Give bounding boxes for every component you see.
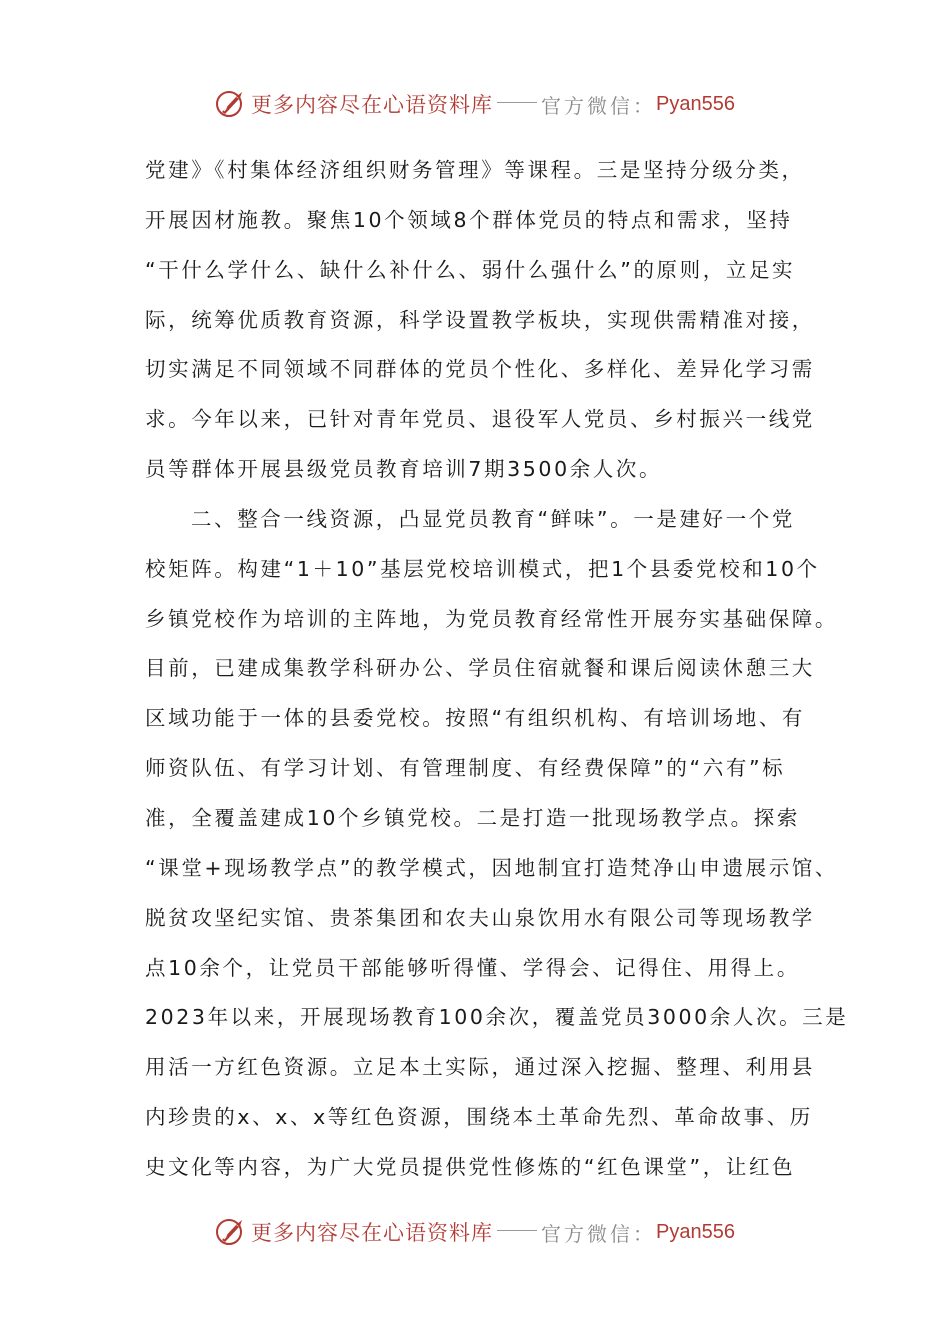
- body-line: 党建》《村集体经济组织财务管理》等课程。三是坚持分级分类，: [145, 158, 805, 182]
- header-dash-divider: [497, 102, 537, 103]
- body-line: 际，统筹优质教育资源，科学设置教学板块，实现供需精准对接，: [145, 307, 815, 332]
- body-line: 脱贫攻坚纪实馆、贵茶集团和农夫山泉饮用水有限公司等现场教学: [145, 905, 815, 930]
- footer-wechat-label: 官方微信：: [541, 1221, 657, 1246]
- body-line: 区域功能于一体的县委党校。按照“有组织机构、有培训场地、有: [145, 706, 806, 731]
- body-line: 求。今年以来，已针对青年党员、退役军人党员、乡村振兴一线党: [145, 407, 815, 432]
- body-line: 开展因材施教。聚焦10个领域8个群体党员的特点和需求，坚持: [145, 207, 793, 232]
- footer-dash-divider: [497, 1230, 537, 1231]
- footer-brand-text: 更多内容尽在心语资料库: [251, 1221, 494, 1245]
- body-line: 目前，已建成集教学科研办公、学员住宿就餐和课后阅读休憩三大: [145, 656, 815, 681]
- footer-wechat-id: Pyan556: [656, 1220, 735, 1243]
- body-line: 二、整合一线资源，凸显党员教育“鲜味”。一是建好一个党: [191, 506, 795, 531]
- body-line: “课堂+现场教学点”的教学模式，因地制宜打造梵净山申遗展示馆、: [145, 855, 839, 880]
- body-line: 校矩阵。构建“1＋10”基层党校培训模式，把1个县委党校和10个: [145, 556, 820, 581]
- body-line: 员等群体开展县级党员教育培训7期3500余人次。: [145, 457, 663, 482]
- body-line: 点10余个，让党员干部能够听得懂、学得会、记得住、用得上。: [145, 955, 800, 980]
- body-line: 准，全覆盖建成10个乡镇党校。二是打造一批现场教学点。探索: [145, 805, 800, 830]
- quill-logo-icon: [215, 89, 245, 119]
- body-line: 史文化等内容，为广大党员提供党性修炼的“红色课堂”，让红色: [145, 1154, 796, 1179]
- body-line: 内珍贵的x、x、x等红色资源，围绕本土革命先烈、革命故事、历: [145, 1105, 813, 1130]
- body-line: 用活一方红色资源。立足本土实际，通过深入挖掘、整理、利用县: [145, 1055, 815, 1080]
- header-brand-text: 更多内容尽在心语资料库: [251, 93, 494, 117]
- header-wechat-id: Pyan556: [656, 92, 735, 115]
- body-line: 师资队伍、有学习计划、有管理制度、有经费保障”的“六有”标: [145, 756, 786, 781]
- quill-logo-icon: [215, 1217, 245, 1247]
- document-body: [145, 150, 849, 1197]
- body-line: 乡镇党校作为培训的主阵地，为党员教育经常性开展夯实基础保障。: [145, 606, 838, 631]
- body-line: “干什么学什么、缺什么补什么、弱什么强什么”的原则，立足实: [145, 257, 796, 282]
- body-line: 2023年以来，开展现场教育100余次，覆盖党员3000余人次。三是: [145, 1005, 849, 1030]
- body-line: 切实满足不同领域不同群体的党员个性化、多样化、差异化学习需: [145, 357, 815, 382]
- header-wechat-label: 官方微信：: [541, 93, 657, 118]
- header-banner: [0, 84, 950, 124]
- footer-banner: [0, 1212, 950, 1252]
